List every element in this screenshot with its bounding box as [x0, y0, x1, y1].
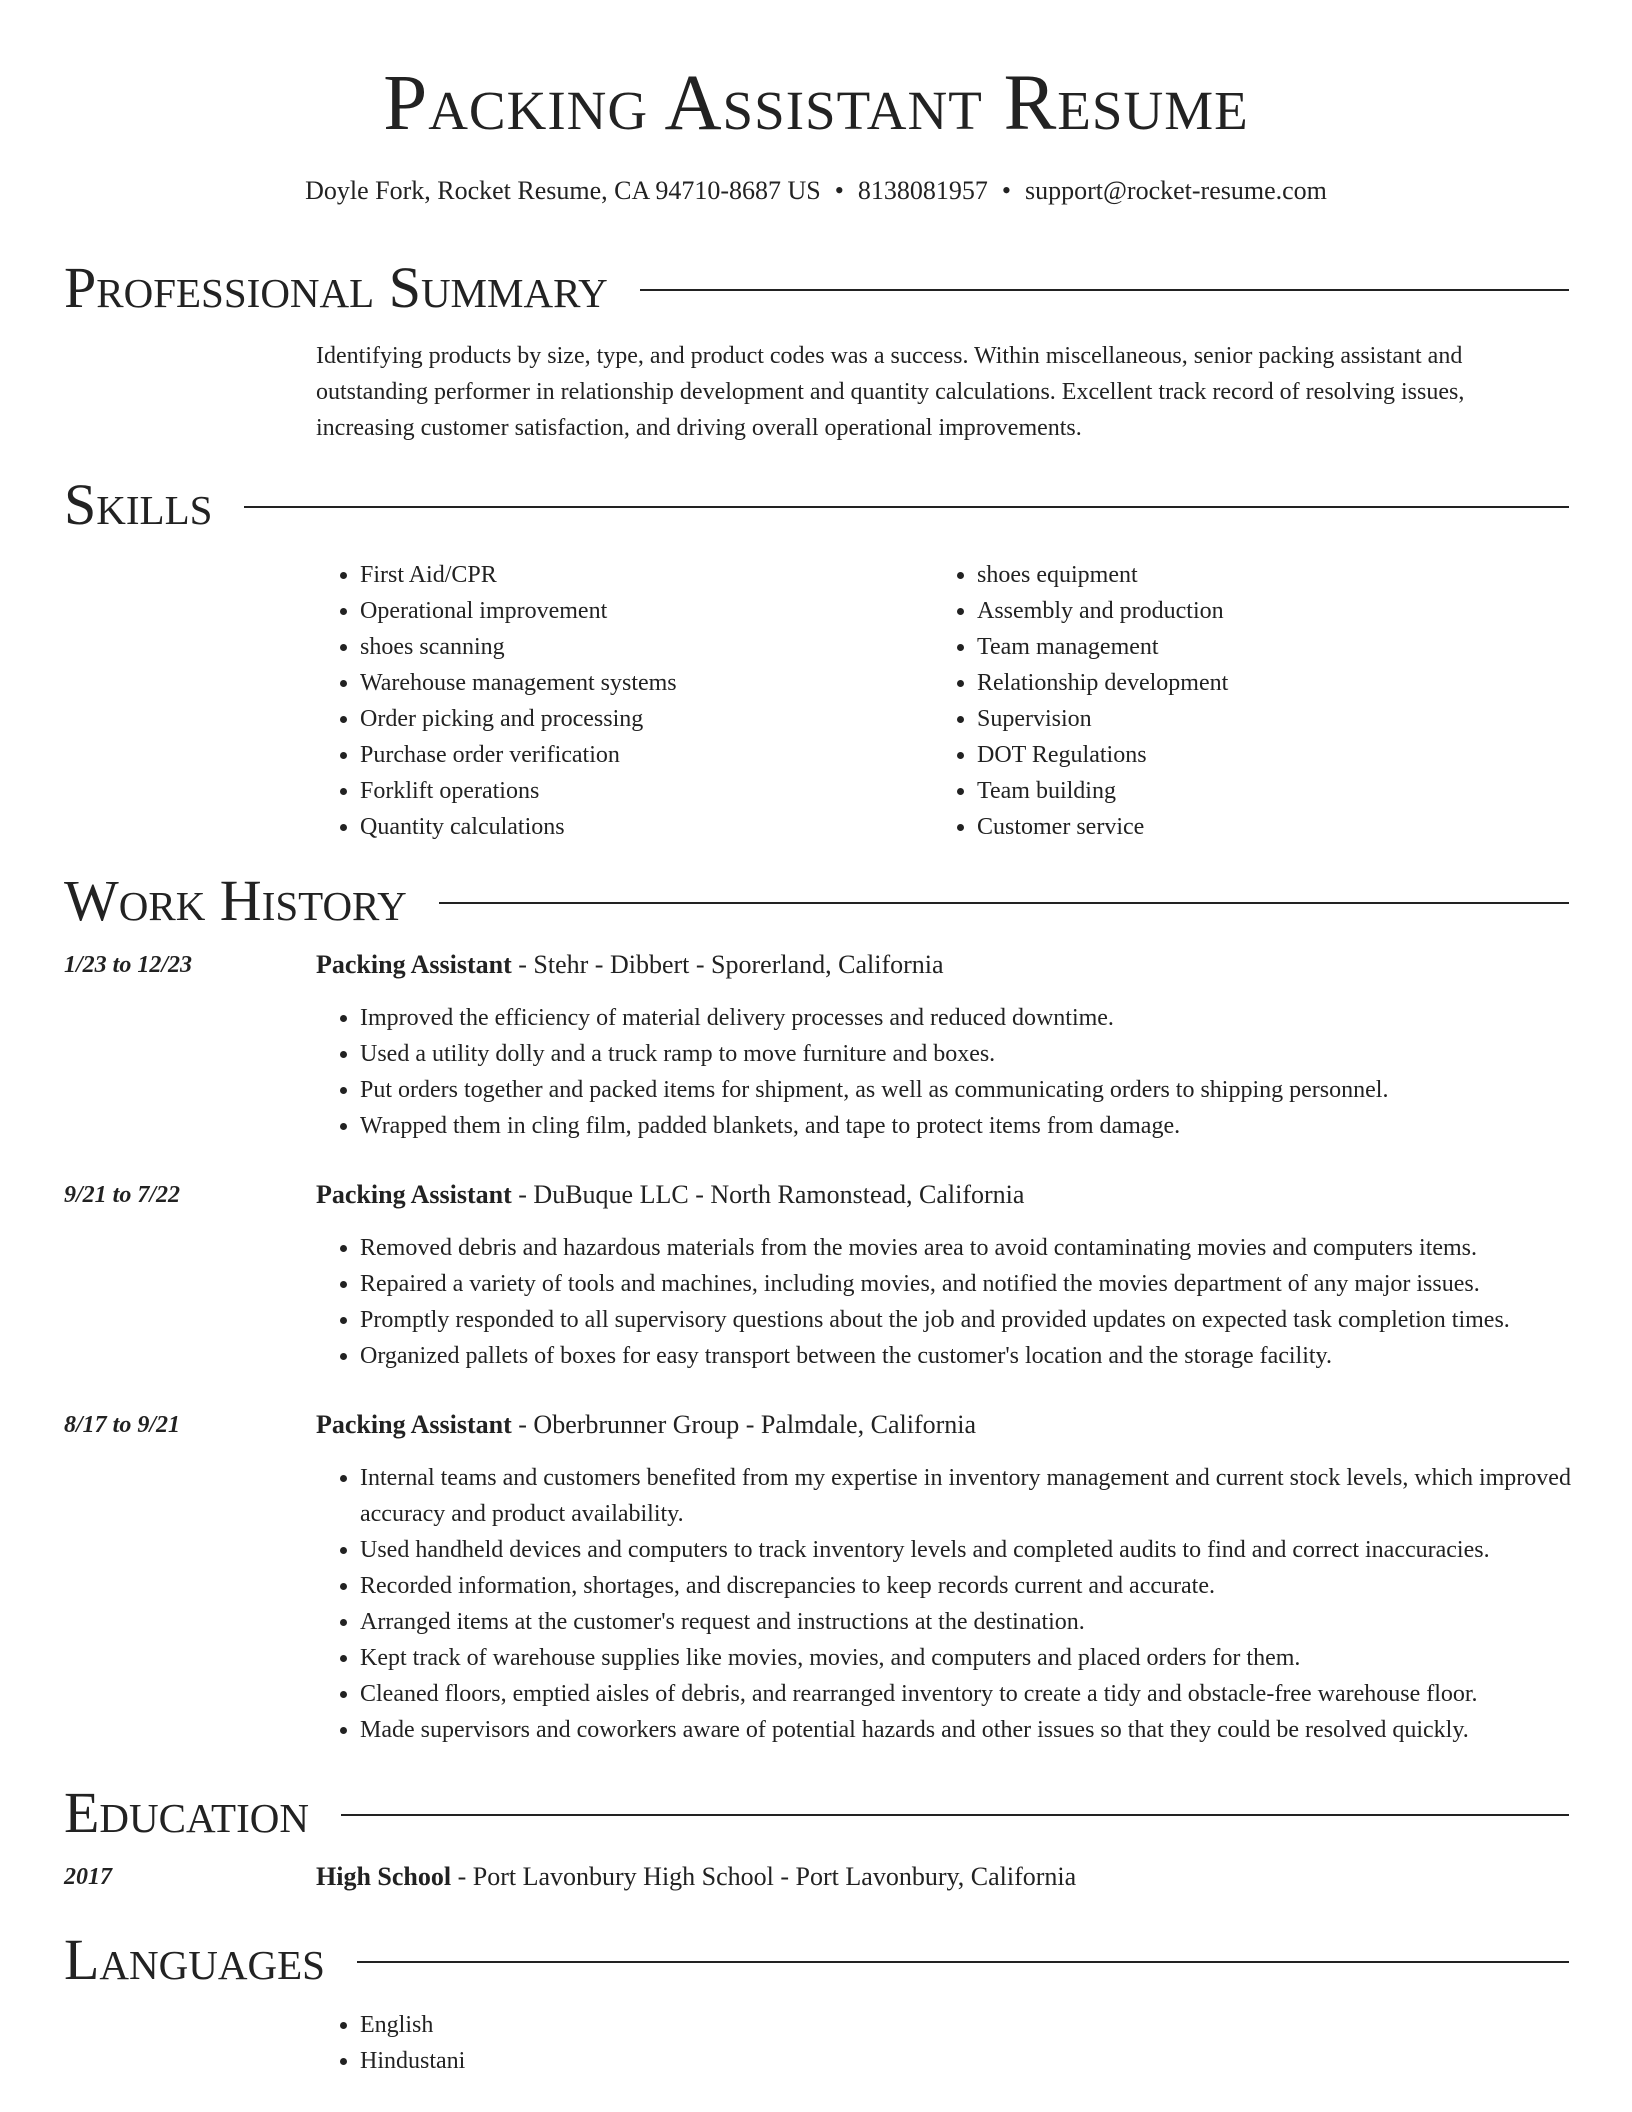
languages-block: [316, 2007, 1576, 2079]
duty-item: • Arranged items at the customer's request and instructions at the destination.: [360, 1604, 1576, 1640]
skill-item: • Order picking and processing: [360, 701, 916, 737]
language-item: • English: [360, 2007, 1576, 2043]
skills-column-left: [316, 557, 916, 845]
skill-item: • Quantity calculations: [360, 809, 916, 845]
duties-list: [316, 1460, 1576, 1748]
section-header-languages: [64, 1925, 1569, 1995]
skill-item: • Assembly and production: [977, 593, 1563, 629]
job-details: - Oberbrunner Group - Palmdale, California: [511, 1410, 977, 1439]
duty-item: • Used handheld devices and computers to track inventory levels and completed audits to find and correct inaccuracies.: [360, 1532, 1576, 1568]
section-title-work: Work History: [64, 868, 407, 933]
duty-item: • Kept track of warehouse supplies like movies, movies, and computers and placed orders for them.: [360, 1640, 1576, 1676]
language-item: • Hindustani: [360, 2043, 1576, 2079]
languages-list: [316, 2007, 1576, 2079]
skill-item: • shoes equipment: [977, 557, 1563, 593]
job-dates: 9/21 to 7/22: [64, 1182, 181, 1208]
job-heading: [316, 1407, 976, 1443]
duties-list: [316, 1000, 1576, 1144]
education-year: 2017: [64, 1864, 112, 1890]
skill-item: • Forklift operations: [360, 773, 916, 809]
skills-column-right: [933, 557, 1563, 845]
job-role: Packing Assistant: [316, 1410, 512, 1439]
skill-item: • Supervision: [977, 701, 1563, 737]
job-role: Packing Assistant: [316, 950, 512, 979]
duty-item: • Improved the efficiency of material delivery processes and reduced downtime.: [360, 1000, 1576, 1036]
section-divider: [244, 506, 1569, 508]
skill-item: • Operational improvement: [360, 593, 916, 629]
education-heading: [316, 1859, 1076, 1895]
job-heading: [316, 1177, 1024, 1213]
skill-item: • Relationship development: [977, 665, 1563, 701]
duty-item: • Internal teams and customers benefited from my expertise in inventory management and current stock levels, which improved accuracy and product availability.: [360, 1460, 1576, 1532]
skill-item: • shoes scanning: [360, 629, 916, 665]
section-header-education: [64, 1778, 1569, 1848]
section-header-work: [64, 866, 1569, 936]
skill-item: • Purchase order verification: [360, 737, 916, 773]
section-title-summary: Professional Summary: [64, 255, 608, 320]
skills-list-right: [933, 557, 1563, 845]
duty-item: • Made supervisors and coworkers aware of potential hazards and other issues so that they could be resolved quickly.: [360, 1712, 1576, 1748]
section-divider: [640, 289, 1569, 291]
job-details: - DuBuque LLC - North Ramonstead, California: [511, 1180, 1025, 1209]
section-title-languages: Languages: [64, 1927, 325, 1992]
duties-list: [316, 1230, 1576, 1374]
section-divider: [357, 1961, 1569, 1963]
skill-item: • First Aid/CPR: [360, 557, 916, 593]
job-duties: [316, 1460, 1576, 1748]
summary-text: Identifying products by size, type, and product codes was a success. Within miscellaneous, senior packing assistant and outstanding performer in relationship development and quantity calculations. Excellent track record of resolving issues, increasing customer satisfaction, and driving overall operational improvements.: [316, 343, 1465, 441]
skill-item: • Warehouse management systems: [360, 665, 916, 701]
duty-item: • Promptly responded to all supervisory questions about the job and provided updates on expected task completion times.: [360, 1302, 1576, 1338]
job-duties: [316, 1230, 1576, 1374]
section-title-education: Education: [64, 1780, 309, 1845]
duty-item: • Organized pallets of boxes for easy transport between the customer's location and the storage facility.: [360, 1338, 1576, 1374]
job-role: Packing Assistant: [316, 1180, 512, 1209]
duty-item: • Cleaned floors, emptied aisles of debris, and rearranged inventory to create a tidy and obstacle-free warehouse floor.: [360, 1676, 1576, 1712]
contact-line: [0, 174, 1632, 208]
job-dates: 1/23 to 12/23: [64, 952, 193, 978]
job-heading: [316, 947, 944, 983]
education-degree: High School: [316, 1862, 452, 1891]
section-header-skills: [64, 470, 1569, 540]
skill-item: • Team building: [977, 773, 1563, 809]
job-details: - Stehr - Dibbert - Sporerland, California: [511, 950, 944, 979]
section-divider: [341, 1814, 1569, 1816]
section-title-skills: Skills: [64, 472, 213, 537]
contact-phone: 8138081957: [857, 176, 988, 205]
contact-separator: •: [834, 176, 844, 205]
resume-title: Packing Assistant Resume: [383, 60, 1249, 147]
duty-item: • Used a utility dolly and a truck ramp to move furniture and boxes.: [360, 1036, 1576, 1072]
job-duties: [316, 1000, 1576, 1144]
duty-item: • Put orders together and packed items for shipment, as well as communicating orders to shipping personnel.: [360, 1072, 1576, 1108]
section-header-summary: [64, 253, 1569, 323]
duty-item: • Wrapped them in cling film, padded blankets, and tape to protect items from damage.: [360, 1108, 1576, 1144]
education-details: - Port Lavonbury High School - Port Lavonbury, California: [451, 1862, 1077, 1891]
skill-item: • Customer service: [977, 809, 1563, 845]
contact-separator: •: [1001, 176, 1011, 205]
skill-item: • DOT Regulations: [977, 737, 1563, 773]
job-dates: 8/17 to 9/21: [64, 1412, 181, 1438]
duty-item: • Repaired a variety of tools and machines, including movies, and notified the movies department of any major issues.: [360, 1266, 1576, 1302]
duty-item: • Removed debris and hazardous materials from the movies area to avoid contaminating movies and computers items.: [360, 1230, 1576, 1266]
contact-email: support@rocket-resume.com: [1024, 176, 1327, 205]
duty-item: • Recorded information, shortages, and discrepancies to keep records current and accurate.: [360, 1568, 1576, 1604]
contact-address: Doyle Fork, Rocket Resume, CA 94710-8687 US: [305, 176, 821, 205]
skills-list-left: [316, 557, 916, 845]
section-divider: [439, 902, 1569, 904]
skill-item: • Team management: [977, 629, 1563, 665]
